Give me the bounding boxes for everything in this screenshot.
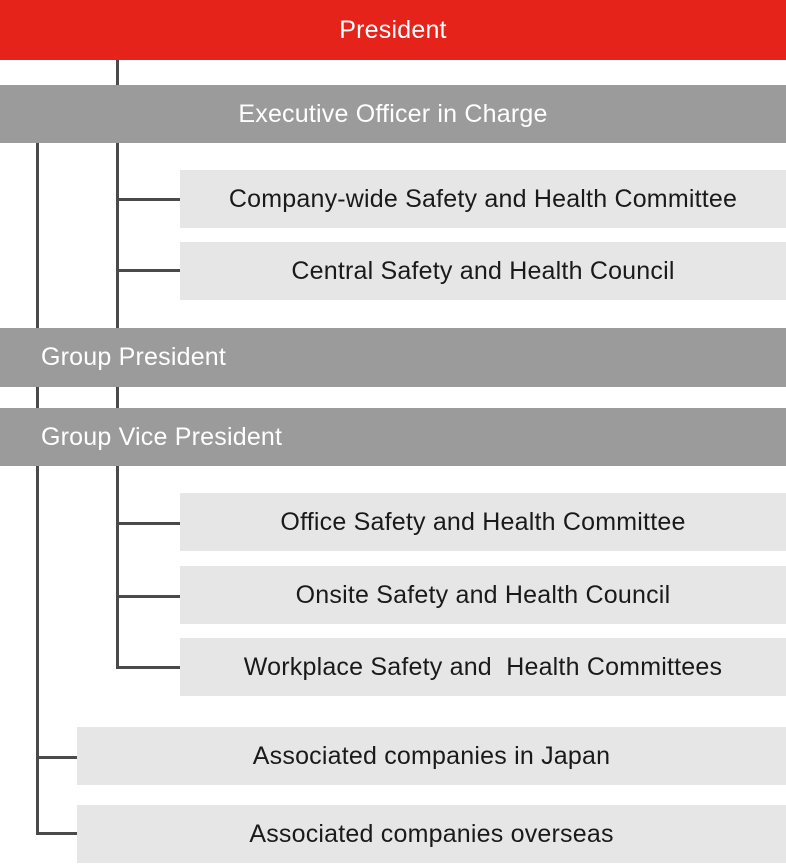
connector-executive-trunk: [116, 143, 119, 328]
workplace-committees-box: [180, 638, 786, 696]
associated-japan-label: Associated companies in Japan: [252, 741, 611, 770]
office-committee-box: [180, 493, 786, 551]
central-council-label: Central Safety and Health Council: [291, 256, 675, 285]
connector-branch-overseas: [36, 832, 77, 835]
group-president-box: [0, 328, 786, 387]
president-box: [0, 0, 786, 60]
associated-overseas-box: [77, 805, 786, 863]
associated-japan-box: [77, 727, 786, 785]
connector-president-to-executive: [116, 60, 119, 85]
onsite-council-box: [180, 566, 786, 624]
group-vice-president-label: Group Vice President: [41, 422, 283, 451]
president-label: President: [339, 15, 447, 44]
group-vice-president-box: [0, 408, 786, 466]
connector-branch-central: [116, 269, 180, 272]
group-president-label: Group President: [41, 343, 227, 371]
company-wide-committee-label: Company-wide Safety and Health Committee: [228, 184, 738, 213]
connector-gp-to-gvp: [116, 387, 119, 408]
connector-branch-office: [116, 522, 180, 525]
executive-officer-label: Executive Officer in Charge: [238, 99, 548, 128]
workplace-committees-label: Workplace Safety and Health Committees: [243, 652, 723, 681]
connector-branch-onsite: [116, 595, 180, 598]
connector-main-trunk: [36, 143, 39, 835]
connector-branch-workplace: [116, 666, 180, 669]
connector-branch-company-wide: [116, 198, 180, 201]
connector-branch-japan: [36, 756, 77, 759]
company-wide-committee-box: [180, 170, 786, 228]
associated-overseas-label: Associated companies overseas: [249, 819, 614, 848]
executive-officer-box: [0, 85, 786, 143]
onsite-council-label: Onsite Safety and Health Council: [295, 580, 671, 609]
central-council-box: [180, 242, 786, 300]
connector-gvp-trunk: [116, 466, 119, 669]
office-committee-label: Office Safety and Health Committee: [280, 507, 686, 536]
